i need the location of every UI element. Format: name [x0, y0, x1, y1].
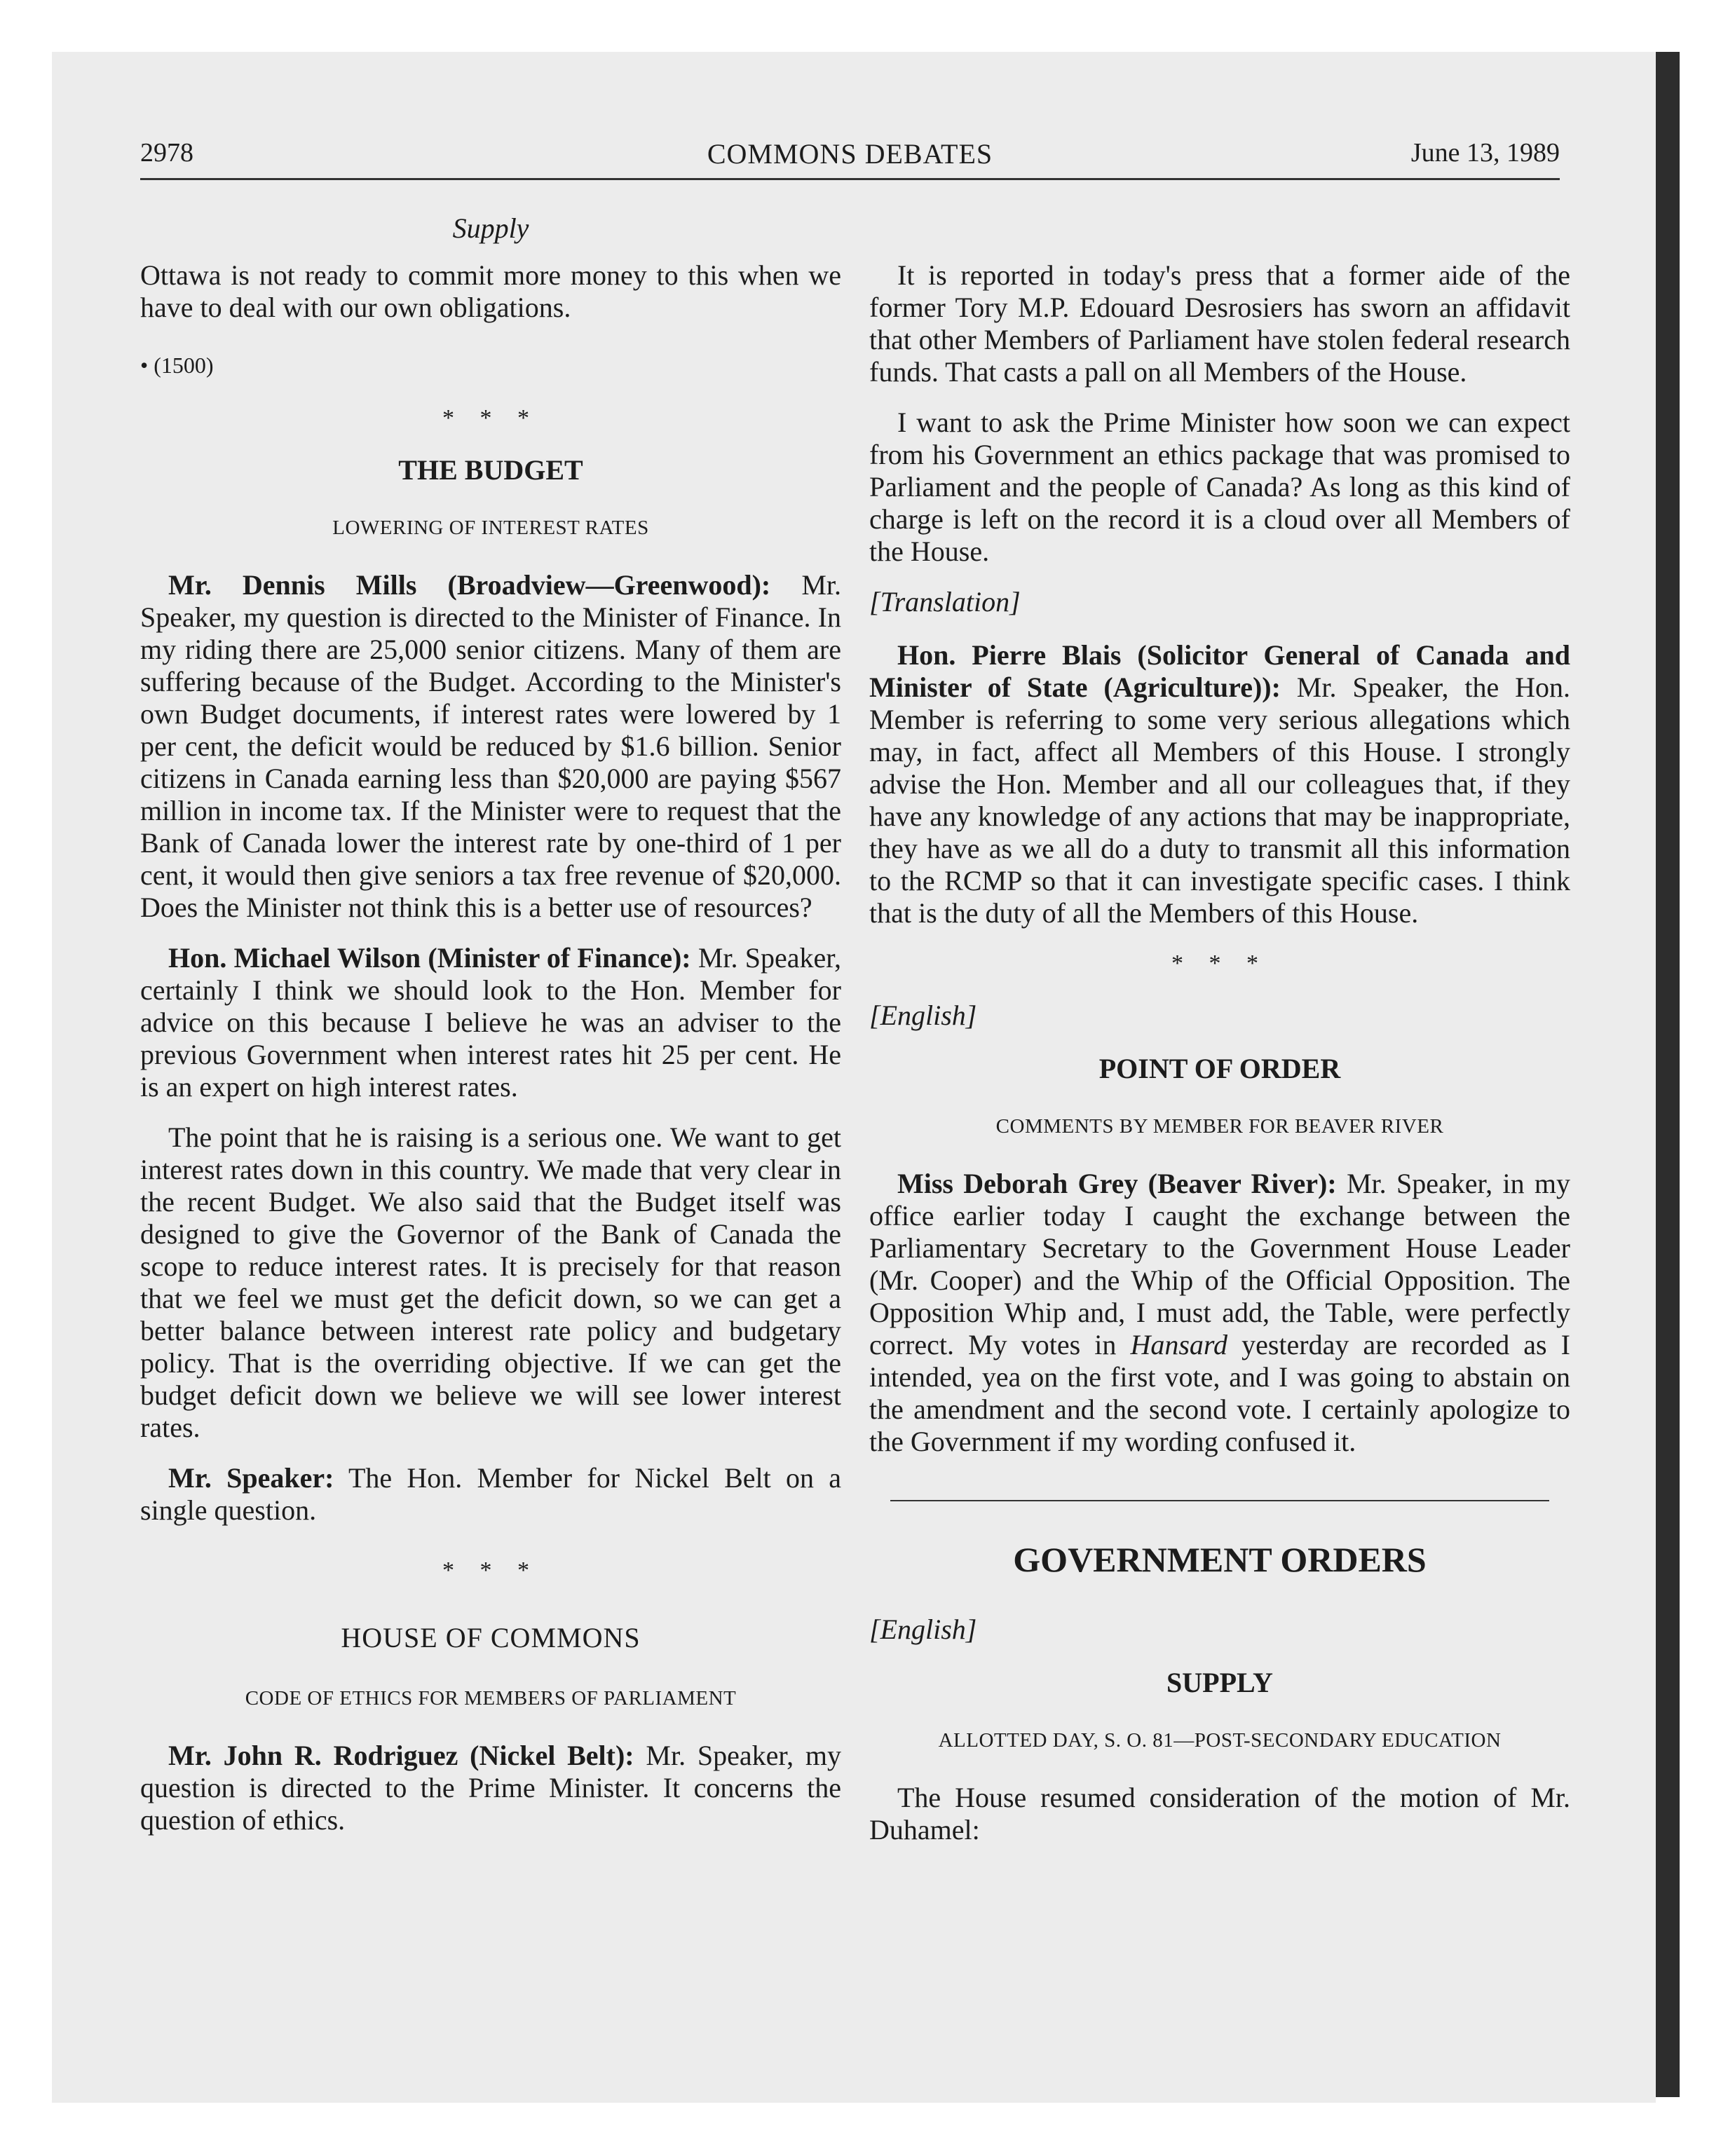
speech-rodriguez — [140, 1740, 841, 1836]
speech-blais — [869, 639, 1570, 929]
speaker-name: Mr. Dennis Mills (Broadview—Greenwood): — [168, 569, 771, 601]
speech-wilson — [140, 942, 841, 1103]
time-marker: • (1500) — [140, 353, 214, 378]
speech-speaker — [140, 1462, 841, 1527]
heading-the-budget: THE BUDGET — [398, 454, 583, 486]
right-column — [869, 259, 1570, 1864]
language-note-translation: [Translation] — [869, 586, 1021, 618]
speech-text: yesterday are recorded as I intended, yea on the first vote, and I was going to abstain on the amendment and the second vote. I certainly apologize to the Government if my wording confused it. — [869, 1329, 1570, 1457]
subheading-code-of-ethics: CODE OF ETHICS FOR MEMBERS OF PARLIAMENT — [245, 1687, 737, 1710]
heading-government-orders: GOVERNMENT ORDERS — [1013, 1540, 1427, 1579]
left-column — [140, 259, 841, 1855]
speaker-name: Hon. Pierre Blais (Solicitor General of Canada and Minister of State (Agriculture)): — [869, 639, 1570, 703]
subheading-lowering-interest-rates: LOWERING OF INTEREST RATES — [332, 517, 649, 539]
language-note-english: [English] — [869, 1613, 977, 1645]
heading-house-of-commons: HOUSE OF COMMONS — [341, 1622, 641, 1653]
section-separator-stars: * * * — [1171, 950, 1268, 976]
speech-text: Mr. Speaker, my question is directed to the Prime Minister. It concerns the question of ethics. — [140, 1740, 841, 1836]
speech-text: Mr. Speaker, the Hon. Member is referring to some very serious allegations which may, in fact, affect all Members of this House. I strongly advise the Hon. Member and all our colleagues that, if they have any knowledge of any actions that may be inappropriate, they have as we all do a duty to transmit all this information to the RCMP so that it can investigate specific cases. I think that is the duty of all the Members of this House. — [869, 671, 1570, 929]
speaker-name: Hon. Michael Wilson (Minister of Finance): — [168, 942, 691, 974]
page-number: 2978 — [140, 138, 193, 168]
publication-date: June 13, 1989 — [1410, 138, 1560, 168]
speech-text: Mr. Speaker, certainly I think we should look to the Hon. Member for advice on this because I believe he was an adviser to the previous Government when interest rates hit 25 per cent. He is an expert on high interest rates. — [140, 942, 842, 1103]
speech-grey — [869, 1168, 1570, 1458]
speech-wilson-continued: The point that he is raising is a serious one. We want to get interest rates down in this country. We made that very clear in the recent Budget. We also said that the Budget itself was designed to give the Governor of the Bank of Canada the scope to reduce interest rates. It is precisely for that reason that we feel we must get the deficit down, so we can get a better balance between interest rate policy and budgetary policy. That is the overriding objective. If we can get the budget deficit down we believe we will see lower interest rates. — [140, 1121, 841, 1443]
speech-rodriguez-continued-2: I want to ask the Prime Minister how soon we can expect from his Government an ethics package that was promised to Parliament and the people of Canada? As long as this kind of charge is left on the record it is a cloud over all Members of the House. — [869, 407, 1570, 567]
speaker-name: Mr. John R. Rodriguez (Nickel Belt): — [168, 1740, 634, 1771]
heading-point-of-order: POINT OF ORDER — [1098, 1053, 1341, 1084]
page-header — [140, 137, 1560, 177]
section-divider-rule — [890, 1500, 1549, 1501]
subheading-comments-beaver-river: COMMENTS BY MEMBER FOR BEAVER RIVER — [995, 1115, 1444, 1138]
heading-supply: SUPPLY — [1166, 1667, 1273, 1698]
speech-text: Mr. Speaker, in my office earlier today I caught the exchange between the Parliamentary Secretary to the Government House Leader (Mr. Cooper) and the Whip of the Official Opposition. The Opposition Whip and, I must add, the Table, were perfectly correct. My votes in — [869, 1168, 1570, 1360]
hansard-reference: Hansard — [1130, 1329, 1227, 1360]
language-note-english: [English] — [869, 999, 977, 1031]
section-label: Supply — [452, 212, 529, 244]
speech-mills — [140, 569, 841, 924]
section-separator-stars: * * * — [442, 1557, 539, 1583]
paragraph-motion: The House resumed consideration of the motion of Mr. Duhamel: — [869, 1782, 1570, 1845]
speech-text: Mr. Speaker, my question is directed to the Minister of Finance. In my riding there are 25,000 senior citizens. Many of them are suffering because of the Budget. According to the Minister's own Budget documents, if interest rates were lowered by 1 per cent, the deficit would be reduced by $1.6 billion. Senior citizens in Canada earning less than $20,000 are paying $567 million in income tax. If the Minister were to request that the Bank of Canada lower the interest rate by one-third of 1 per cent, it would then give seniors a tax free revenue of $20,000. Does the Minister not think this is a better use of resources? — [140, 569, 841, 923]
header-rule — [140, 178, 1560, 180]
speaker-name: Mr. Speaker: — [168, 1462, 334, 1494]
speech-rodriguez-continued-1: It is reported in today's press that a former aide of the former Tory M.P. Edouard Desrosiers has sworn an affidavit that other Members of Parliament have stolen federal research funds. That casts a pall on all Members of the House. — [869, 259, 1570, 388]
section-separator-stars: * * * — [442, 405, 539, 431]
publication-title: COMMONS DEBATES — [707, 138, 993, 170]
paragraph-continued: Ottawa is not ready to commit more money to this when we have to deal with our own obligations. — [140, 259, 841, 323]
speech-text: The Hon. Member for Nickel Belt on a single question. — [140, 1462, 842, 1526]
speaker-name: Miss Deborah Grey (Beaver River): — [897, 1168, 1337, 1199]
subheading-allotted-day: ALLOTTED DAY, S. O. 81—POST-SECONDARY EDUCATION — [938, 1729, 1502, 1752]
scan-edge-bar — [1656, 52, 1680, 2097]
